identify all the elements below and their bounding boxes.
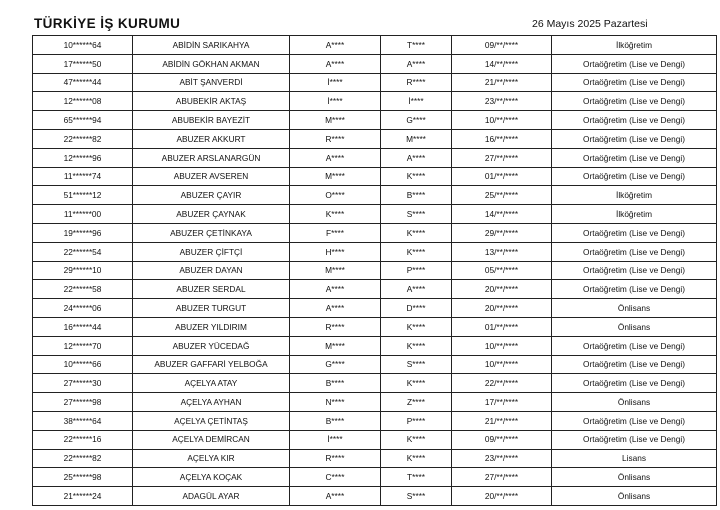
national-id-cell: 21******24 [33,487,133,506]
education-level-cell: Önlisans [552,487,717,506]
candidate-table [32,35,717,506]
national-id-cell: 22******82 [33,449,133,468]
birth-date-cell: 01/**/**** [452,167,552,186]
full-name-cell: ABUZER ARSLANARGÜN [133,148,290,167]
mother-name-cell: H**** [290,242,381,261]
education-level-cell: Ortaöğretim (Lise ve Dengi) [552,430,717,449]
full-name-cell: AÇELYA DEMİRCAN [133,430,290,449]
full-name-cell: AÇELYA AYHAN [133,393,290,412]
education-level-cell: Ortaöğretim (Lise ve Dengi) [552,242,717,261]
mother-name-cell: M**** [290,167,381,186]
full-name-cell: ABİT ŞANVERDİ [133,73,290,92]
birth-date-cell: 20/**/**** [452,299,552,318]
table-row [33,468,717,487]
national-id-cell: 29******10 [33,261,133,280]
table-row [33,148,717,167]
education-level-cell: Ortaöğretim (Lise ve Dengi) [552,111,717,130]
father-name-cell: Z**** [381,393,452,412]
education-level-cell: Ortaöğretim (Lise ve Dengi) [552,92,717,111]
father-name-cell: P**** [381,411,452,430]
full-name-cell: ABİDİN SARIKAHYA [133,36,290,55]
mother-name-cell: A**** [290,280,381,299]
report-date: 26 Mayıs 2025 Pazartesi [532,18,648,30]
birth-date-cell: 29/**/**** [452,223,552,242]
national-id-cell: 25******98 [33,468,133,487]
mother-name-cell: O**** [290,186,381,205]
mother-name-cell: C**** [290,468,381,487]
table-row [33,242,717,261]
table-row [33,449,717,468]
mother-name-cell: R**** [290,129,381,148]
full-name-cell: AÇELYA ATAY [133,374,290,393]
education-level-cell: İlköğretim [552,186,717,205]
birth-date-cell: 09/**/**** [452,430,552,449]
mother-name-cell: F**** [290,223,381,242]
education-level-cell: Ortaöğretim (Lise ve Dengi) [552,129,717,148]
table-row [33,487,717,506]
birth-date-cell: 27/**/**** [452,468,552,487]
father-name-cell: K**** [381,430,452,449]
candidate-table-body [33,36,717,506]
father-name-cell: A**** [381,148,452,167]
father-name-cell: K**** [381,223,452,242]
father-name-cell: D**** [381,299,452,318]
birth-date-cell: 14/**/**** [452,205,552,224]
education-level-cell: Ortaöğretim (Lise ve Dengi) [552,411,717,430]
education-level-cell: Önlisans [552,393,717,412]
table-row [33,73,717,92]
birth-date-cell: 16/**/**** [452,129,552,148]
full-name-cell: ABUBEKİR AKTAŞ [133,92,290,111]
table-row [33,261,717,280]
father-name-cell: A**** [381,280,452,299]
birth-date-cell: 10/**/**** [452,336,552,355]
mother-name-cell: İ**** [290,430,381,449]
table-row [33,374,717,393]
table-row [33,186,717,205]
mother-name-cell: K**** [290,205,381,224]
full-name-cell: ABUZER YÜCEDAĞ [133,336,290,355]
father-name-cell: S**** [381,487,452,506]
mother-name-cell: M**** [290,261,381,280]
table-row [33,317,717,336]
father-name-cell: G**** [381,111,452,130]
mother-name-cell: G**** [290,355,381,374]
organization-title: TÜRKİYE İŞ KURUMU [34,16,181,31]
mother-name-cell: A**** [290,487,381,506]
full-name-cell: ABUZER AKKURT [133,129,290,148]
birth-date-cell: 01/**/**** [452,317,552,336]
birth-date-cell: 14/**/**** [452,54,552,73]
birth-date-cell: 13/**/**** [452,242,552,261]
father-name-cell: B**** [381,186,452,205]
national-id-cell: 10******66 [33,355,133,374]
father-name-cell: K**** [381,167,452,186]
birth-date-cell: 10/**/**** [452,355,552,374]
full-name-cell: ABUZER ÇİFTÇİ [133,242,290,261]
education-level-cell: Ortaöğretim (Lise ve Dengi) [552,336,717,355]
table-row [33,299,717,318]
education-level-cell: Ortaöğretim (Lise ve Dengi) [552,167,717,186]
education-level-cell: Önlisans [552,317,717,336]
full-name-cell: ABUZER ÇAYIR [133,186,290,205]
mother-name-cell: A**** [290,299,381,318]
full-name-cell: ADAGÜL AYAR [133,487,290,506]
national-id-cell: 10******64 [33,36,133,55]
table-row [33,129,717,148]
national-id-cell: 27******30 [33,374,133,393]
table-row [33,111,717,130]
table-row [33,393,717,412]
mother-name-cell: B**** [290,411,381,430]
birth-date-cell: 10/**/**** [452,111,552,130]
table-row [33,54,717,73]
full-name-cell: ABUZER ÇAYNAK [133,205,290,224]
mother-name-cell: M**** [290,336,381,355]
mother-name-cell: İ**** [290,73,381,92]
table-row [33,223,717,242]
full-name-cell: ABUZER YILDIRIM [133,317,290,336]
birth-date-cell: 23/**/**** [452,92,552,111]
father-name-cell: T**** [381,468,452,487]
national-id-cell: 19******96 [33,223,133,242]
table-row [33,92,717,111]
mother-name-cell: İ**** [290,92,381,111]
mother-name-cell: A**** [290,36,381,55]
birth-date-cell: 05/**/**** [452,261,552,280]
table-row [33,280,717,299]
father-name-cell: R**** [381,73,452,92]
national-id-cell: 65******94 [33,111,133,130]
national-id-cell: 12******70 [33,336,133,355]
education-level-cell: İlköğretim [552,205,717,224]
national-id-cell: 22******16 [33,430,133,449]
father-name-cell: K**** [381,449,452,468]
father-name-cell: K**** [381,242,452,261]
national-id-cell: 11******00 [33,205,133,224]
national-id-cell: 47******44 [33,73,133,92]
education-level-cell: Ortaöğretim (Lise ve Dengi) [552,355,717,374]
education-level-cell: Önlisans [552,468,717,487]
birth-date-cell: 17/**/**** [452,393,552,412]
education-level-cell: Ortaöğretim (Lise ve Dengi) [552,73,717,92]
full-name-cell: AÇELYA ÇETİNTAŞ [133,411,290,430]
national-id-cell: 12******08 [33,92,133,111]
mother-name-cell: M**** [290,111,381,130]
national-id-cell: 12******96 [33,148,133,167]
education-level-cell: Önlisans [552,299,717,318]
education-level-cell: Ortaöğretim (Lise ve Dengi) [552,223,717,242]
mother-name-cell: N**** [290,393,381,412]
father-name-cell: T**** [381,36,452,55]
father-name-cell: A**** [381,54,452,73]
birth-date-cell: 27/**/**** [452,148,552,167]
national-id-cell: 27******98 [33,393,133,412]
full-name-cell: ABUZER AVSEREN [133,167,290,186]
full-name-cell: ABUZER SERDAL [133,280,290,299]
full-name-cell: ABUBEKİR BAYEZİT [133,111,290,130]
full-name-cell: ABUZER DAYAN [133,261,290,280]
birth-date-cell: 21/**/**** [452,411,552,430]
education-level-cell: Ortaöğretim (Lise ve Dengi) [552,280,717,299]
father-name-cell: S**** [381,355,452,374]
education-level-cell: İlköğretim [552,36,717,55]
national-id-cell: 22******54 [33,242,133,261]
father-name-cell: M**** [381,129,452,148]
birth-date-cell: 09/**/**** [452,36,552,55]
mother-name-cell: B**** [290,374,381,393]
table-row [33,167,717,186]
father-name-cell: S**** [381,205,452,224]
full-name-cell: AÇELYA KOÇAK [133,468,290,487]
birth-date-cell: 22/**/**** [452,374,552,393]
national-id-cell: 17******50 [33,54,133,73]
national-id-cell: 24******06 [33,299,133,318]
table-row [33,355,717,374]
mother-name-cell: A**** [290,148,381,167]
document-header [0,0,720,36]
education-level-cell: Lisans [552,449,717,468]
full-name-cell: ABUZER TURGUT [133,299,290,318]
national-id-cell: 51******12 [33,186,133,205]
mother-name-cell: R**** [290,317,381,336]
candidate-table-container [32,35,716,506]
mother-name-cell: A**** [290,54,381,73]
national-id-cell: 22******82 [33,129,133,148]
full-name-cell: ABUZER ÇETİNKAYA [133,223,290,242]
father-name-cell: K**** [381,374,452,393]
education-level-cell: Ortaöğretim (Lise ve Dengi) [552,261,717,280]
table-row [33,336,717,355]
education-level-cell: Ortaöğretim (Lise ve Dengi) [552,148,717,167]
birth-date-cell: 25/**/**** [452,186,552,205]
full-name-cell: ABİDİN GÖKHAN AKMAN [133,54,290,73]
table-row [33,430,717,449]
father-name-cell: P**** [381,261,452,280]
table-row [33,36,717,55]
full-name-cell: ABUZER GAFFARİ YELBOĞA [133,355,290,374]
national-id-cell: 38******64 [33,411,133,430]
full-name-cell: AÇELYA KIR [133,449,290,468]
mother-name-cell: R**** [290,449,381,468]
birth-date-cell: 20/**/**** [452,280,552,299]
birth-date-cell: 23/**/**** [452,449,552,468]
table-row [33,411,717,430]
table-row [33,205,717,224]
birth-date-cell: 20/**/**** [452,487,552,506]
father-name-cell: İ**** [381,92,452,111]
national-id-cell: 22******58 [33,280,133,299]
national-id-cell: 11******74 [33,167,133,186]
father-name-cell: K**** [381,336,452,355]
national-id-cell: 16******44 [33,317,133,336]
birth-date-cell: 21/**/**** [452,73,552,92]
father-name-cell: K**** [381,317,452,336]
education-level-cell: Ortaöğretim (Lise ve Dengi) [552,374,717,393]
education-level-cell: Ortaöğretim (Lise ve Dengi) [552,54,717,73]
